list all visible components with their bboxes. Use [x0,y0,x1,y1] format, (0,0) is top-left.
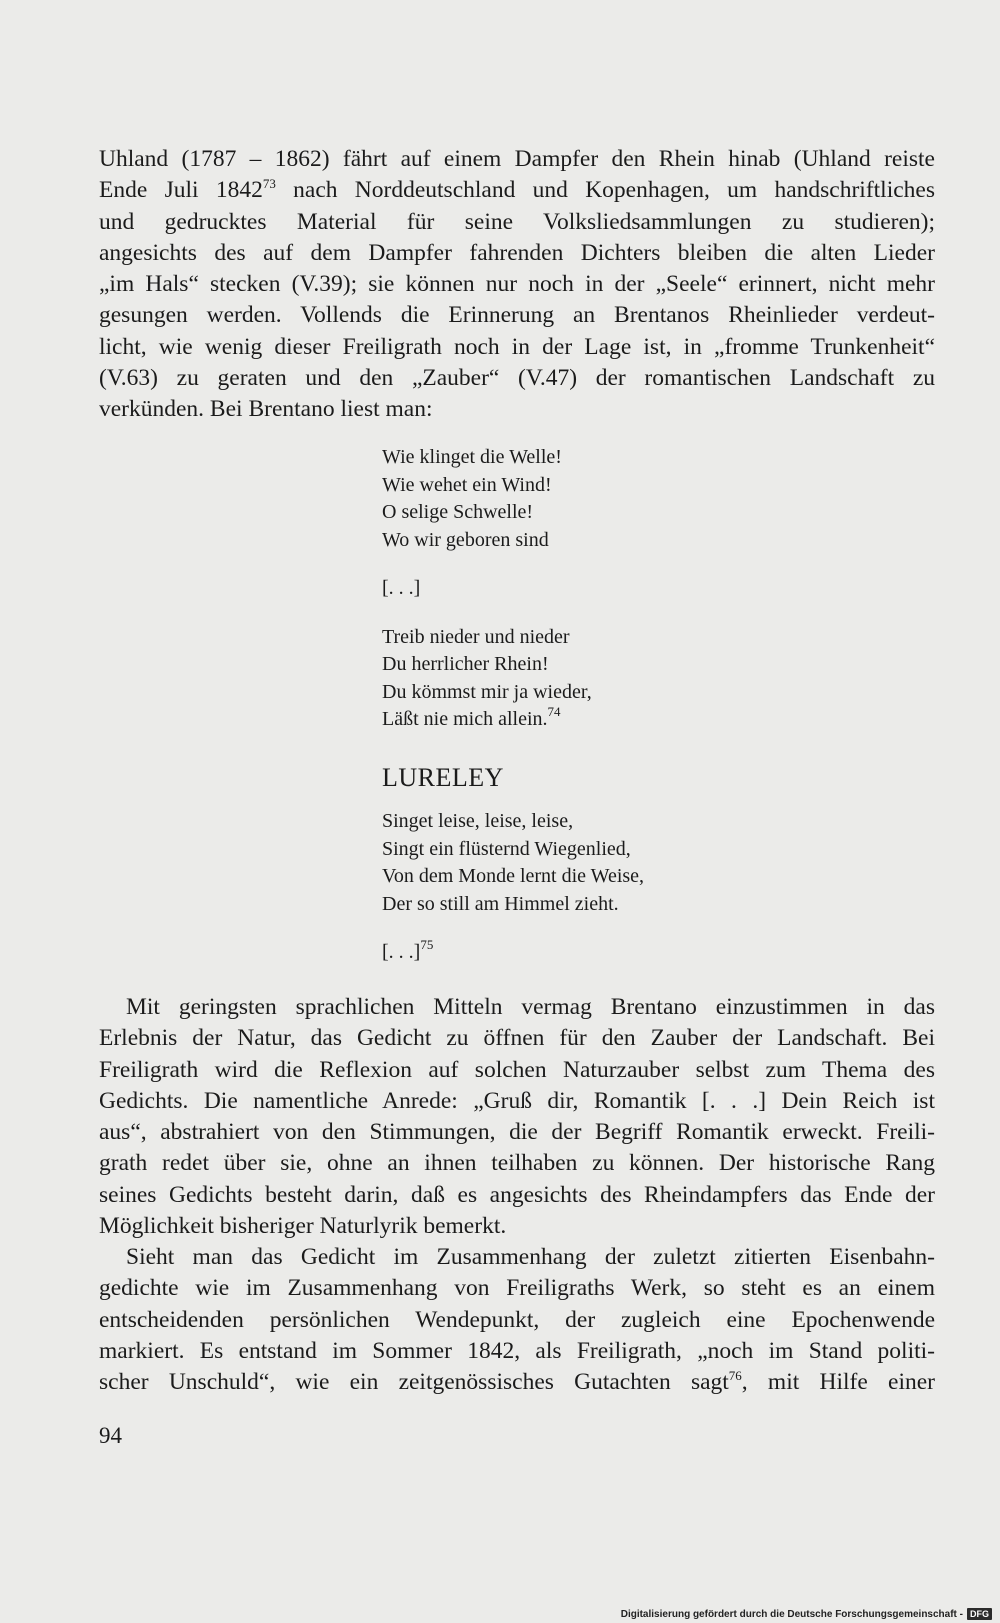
dfg-logo: DFG [967,1608,992,1620]
text-line: Mit geringsten sprachlichen Mitteln vermag Brentano einzustimmen in das [126,994,935,1020]
text-line: Sieht man das Gedicht im Zusammenhang der zuletzt zitierten Eisenbahn- [126,1244,935,1270]
text-line: seines Gedichts besteht darin, daß es angesichts des Rheindampfers das Ende der [99,1181,935,1208]
footnote-ref: 75 [420,937,434,952]
verse-ellipsis: [. . .]$^{75}$ [382,937,434,963]
text-line: Ende Juli 1842$^{73}$ nach Norddeutschland und Kopenhagen, um handschriftliches [99,176,935,204]
footnote-ref: 73 [262,176,276,192]
verse-line: Von dem Monde lernt die Weise, [382,865,645,887]
footnote-ref: 74 [547,704,561,719]
text-line: „im Hals“ stecken (V.39); sie können nur noch in der „Seele“ erinnert, nicht mehr [99,271,935,298]
text-line: scher Unschuld“, wie ein zeitgenössisches Gutachten sagt$^{76}$, mit Hilfe einer [99,1368,935,1396]
poem-title: LURELEY [382,763,504,792]
verse-line: Wo wir geboren sind [382,528,549,551]
footnote-ref: 76 [728,1368,742,1384]
page-number: 94 [99,1423,122,1448]
text-line: gesungen werden. Vollends die Erinnerung an Brentanos Rheinlieder verdeut- [99,302,935,329]
text-line: und gedrucktes Material für seine Volksliedsammlungen zu studieren); [99,208,935,235]
verse-line: Läßt nie mich allein.$^{74}$ [382,704,561,730]
text-line: grath redet über sie, ohne an ihnen teilhaben zu können. Der historische Rang [99,1150,935,1177]
verse-line: Wie wehet ein Wind! [382,473,552,496]
verse-line: Du herrlicher Rhein! [382,653,549,675]
verse-line: Du kömmst mir ja wieder, [382,680,592,703]
digitization-footer [621,1608,992,1620]
text-line: gedichte wie im Zusammenhang von Freiligraths Werk, so steht es an einem [99,1275,935,1302]
paragraph-2 [99,992,935,1242]
text-line: Freiligrath wird die Reflexion auf solchen Naturzauber selbst zum Thema des [99,1056,935,1083]
verse-line: Singet leise, leise, leise, [382,810,574,832]
verse-line: Treib nieder und nieder [382,625,570,648]
text-line: Uhland (1787 – 1862) fährt auf einem Dampfer den Rhein hinab (Uhland reiste [99,146,935,172]
text-line: angesichts des auf dem Dampfer fahrenden Dichters bleiben die alten Lieder [99,239,935,266]
text-line: markiert. Es entstand im Sommer 1842, als Freiligrath, „noch im Stand politi- [99,1337,935,1364]
text-line: aus“, abstrahiert von den Stimmungen, die der Begriff Romantik erweckt. Freili- [99,1119,935,1146]
text-line: entscheidenden persönlichen Wendepunkt, der zugleich eine Epochenwende [99,1306,935,1333]
poem-quote-1 [382,444,802,734]
paragraph-3 [99,1242,935,1398]
text-line: licht, wie wenig dieser Freiligrath noch in der Lage ist, in „fromme Trunkenheit“ [99,333,935,360]
footer-text: Digitalisierung gefördert durch die Deutsche Forschungsgemeinschaft - [620,1608,963,1620]
text-line: verkünden. Bei Brentano liest man: [99,396,433,423]
poem-quote-2 [382,808,802,967]
text-line: Gedichts. Die namentliche Anrede: „Gruß dir, Romantik [. . .] Dein Reich ist [99,1087,935,1114]
text-line: (V.63) zu geraten und den „Zauber“ (V.47) der romantischen Landschaft zu [99,365,935,392]
verse-line: Singt ein flüsternd Wiegenlied, [382,837,631,860]
text-line: Erlebnis der Natur, das Gedicht zu öffnen für den Zauber der Landschaft. Bei [99,1025,935,1052]
text-line: Möglichkeit bisheriger Naturlyrik bemerkt. [99,1213,507,1240]
verse-line: Der so still am Himmel zieht. [382,892,619,915]
verse-ellipsis: [. . .] [382,577,421,599]
verse-line: O selige Schwelle! [382,501,534,523]
verse-line: Wie klinget die Welle! [382,446,562,468]
paragraph-1 [99,144,935,426]
